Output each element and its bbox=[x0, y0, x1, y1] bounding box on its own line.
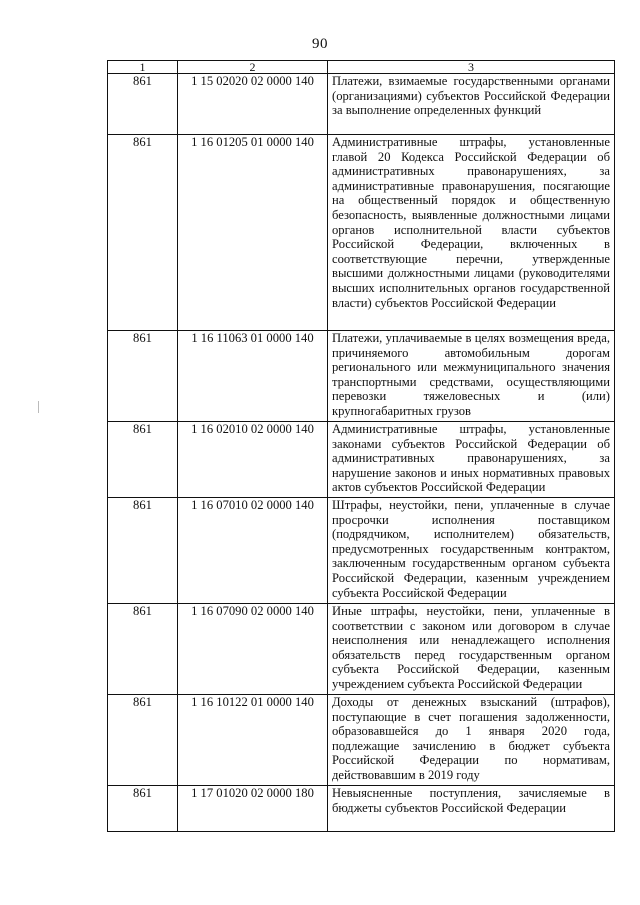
column-header-2: 2 bbox=[178, 61, 328, 74]
table-row bbox=[108, 331, 615, 422]
admin-code-cell: 861 bbox=[108, 604, 178, 695]
column-header-1: 1 bbox=[108, 61, 178, 74]
table-row bbox=[108, 498, 615, 604]
table-row bbox=[108, 135, 615, 331]
income-code-cell: 1 16 07090 02 0000 140 bbox=[178, 604, 328, 695]
admin-code-cell: 861 bbox=[108, 135, 178, 331]
description-cell: Платежи, уплачиваемые в целях возмещения вреда, причиняемого автомобильным дорогам регионального или межмуниципального значения транспортными средствами, осуществляющими перевозки тяжеловесных и (или) крупногабаритных грузов bbox=[328, 331, 615, 422]
description-cell: Платежи, взимаемые государственными органами (организациями) субъектов Российской Федерации за выполнение определенных функций bbox=[328, 74, 615, 135]
admin-code-cell: 861 bbox=[108, 74, 178, 135]
description-cell: Административные штрафы, установленные законами субъектов Российской Федерации об административных правонарушениях, за нарушение законов и иных нормативных правовых актов субъектов Российской Федерации bbox=[328, 422, 615, 498]
income-code-cell: 1 16 01205 01 0000 140 bbox=[178, 135, 328, 331]
description-cell: Административные штрафы, установленные главой 20 Кодекса Российской Федерации об административных правонарушениях, за административные правонарушения, посягающие на общественный порядок и общественную безопасность, выявленные должностными лицами органов исполнительной власти субъектов Российской Федерации, включенных в соответствующие перечни, утвержденные высшими должностными лицами (руководителями высших исполнительных органов государственной власти) субъектов Российской Федерации bbox=[328, 135, 615, 331]
description-cell: Невыясненные поступления, зачисляемые в бюджеты субъектов Российской Федерации bbox=[328, 786, 615, 832]
admin-code-cell: 861 bbox=[108, 422, 178, 498]
income-code-cell: 1 16 11063 01 0000 140 bbox=[178, 331, 328, 422]
column-header-3: 3 bbox=[328, 61, 615, 74]
admin-code-cell: 861 bbox=[108, 786, 178, 832]
income-code-cell: 1 16 07010 02 0000 140 bbox=[178, 498, 328, 604]
admin-code-cell: 861 bbox=[108, 498, 178, 604]
description-cell: Доходы от денежных взысканий (штрафов), поступающие в счет погашения задолженности, образовавшейся до 1 января 2020 года, подлежащие зачислению в бюджет субъекта Российской Федерации по нормативам, действовавшим в 2019 году bbox=[328, 695, 615, 786]
table-row bbox=[108, 74, 615, 135]
income-code-cell: 1 16 10122 01 0000 140 bbox=[178, 695, 328, 786]
table-row bbox=[108, 422, 615, 498]
income-code-cell: 1 15 02020 02 0000 140 bbox=[178, 74, 328, 135]
scan-artifact-mark bbox=[38, 401, 39, 413]
page-number: 90 bbox=[312, 36, 328, 52]
table-row bbox=[108, 786, 615, 832]
admin-code-cell: 861 bbox=[108, 331, 178, 422]
table-row bbox=[108, 604, 615, 695]
income-codes-table bbox=[107, 60, 615, 832]
admin-code-cell: 861 bbox=[108, 695, 178, 786]
description-cell: Штрафы, неустойки, пени, уплаченные в случае просрочки исполнения поставщиком (подрядчиком, исполнителем) обязательств, предусмотренных государственным контрактом, заключенным государственным органом субъекта Российской Федерации, казенным учреждением субъекта Российской Федерации bbox=[328, 498, 615, 604]
table-header-row bbox=[108, 61, 615, 74]
table-row bbox=[108, 695, 615, 786]
description-cell: Иные штрафы, неустойки, пени, уплаченные в соответствии с законом или договором в случае неисполнения или ненадлежащего исполнения обязательств перед государственным органом субъекта Российской Федерации, казенным учреждением субъекта Российской Федерации bbox=[328, 604, 615, 695]
income-code-cell: 1 16 02010 02 0000 140 bbox=[178, 422, 328, 498]
income-code-cell: 1 17 01020 02 0000 180 bbox=[178, 786, 328, 832]
